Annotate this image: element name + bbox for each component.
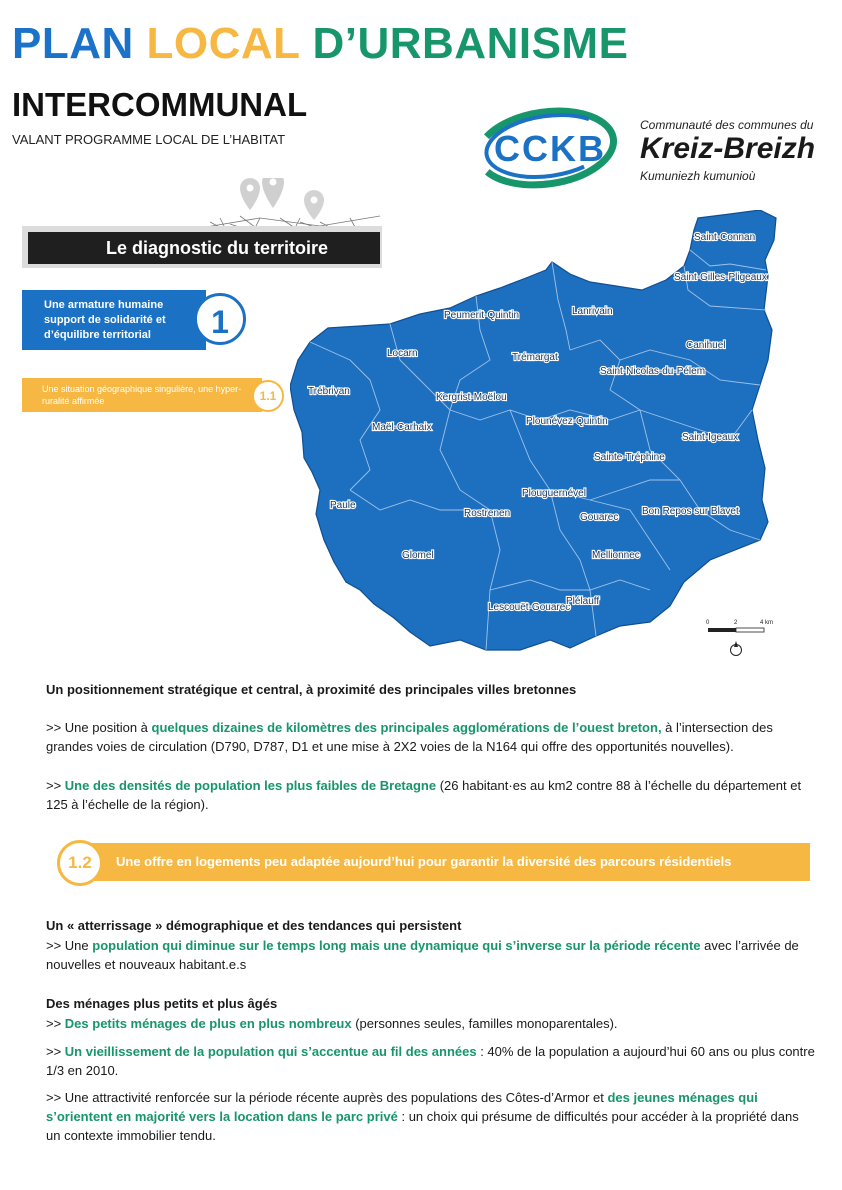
axis-1-box: Une armature humaine support de solidarité et d’équilibre territorial [22,290,206,350]
p2-rest: à l’intersection des grandes voies de circulation (D790, D787, D1 et une mise à 2X2 voies de la N164 qui offre des opportunités nouvelles). [46,720,773,754]
axis-1-number: 1 [194,293,246,345]
scale-label-0: 0 [706,620,710,626]
title-word-local: LOCAL [146,19,300,68]
p5-rest: (personnes seules, familles monoparentales). [351,1016,618,1031]
p1-heading: Un positionnement stratégique et central, à proximité des principales villes bretonnes [46,682,577,697]
commune-label: Locarn [387,348,418,359]
sub-1-1-number: 1.1 [252,380,284,412]
commune-label: Bon Repos sur Blavet [642,506,739,517]
p5-highlight: Des petits ménages de plus en plus nombreux [64,1016,352,1031]
p7-paragraph [46,1088,816,1145]
map-scale [706,620,773,632]
scale-label-2: 2 [734,620,738,626]
page-title [12,18,628,70]
commune-label: Peumerit-Quintin [444,310,520,321]
p5-prefix: >> [46,1016,65,1031]
territory-map [290,210,790,665]
commune-label: Glomel [402,550,434,561]
commune-label: Gouarec [580,512,619,523]
p4-rest: avec l’arrivée de nouvelles et nouveaux habitant.e.s [46,938,799,972]
diagnostic-banner-label: Le diagnostic du territoire [28,232,380,264]
commune-label: Trébrivan [308,386,350,397]
p3-prefix: >> [46,778,65,793]
logo-line1: Communauté des communes du [640,118,814,132]
commune-label: Canihuel [686,340,726,351]
north-arrow-icon [731,641,742,656]
commune-label: Plouguernével [522,488,586,499]
commune-label: Saint-Connan [694,232,756,243]
title-word-plan: PLAN [12,19,134,68]
commune-label: Saint-Igeaux [682,432,739,443]
commune-label: Kergrist-Moëlou [436,392,507,403]
p6-prefix: >> [46,1044,65,1059]
commune-label: Sainte-Tréphine [594,452,665,463]
p6-rest: : 40% de la population a aujourd’hui 60 ans ou plus contre 1/3 en 2010. [46,1044,815,1078]
sub-1-2-number: 1.2 [57,840,103,886]
scale-label-4: 4 km [760,620,774,626]
p4-prefix: >> Une [46,938,93,953]
commune-label: Plounévez-Quintin [526,416,608,427]
commune-label: Lanrivain [572,306,613,317]
commune-label: Saint-Nicolas-du-Pélem [600,366,706,377]
page-title-line2: INTERCOMMUNAL [12,86,308,123]
commune-label: Lescouët-Gouarec [488,602,571,613]
p2-paragraph [46,718,816,756]
p7-rest: : un choix qui présume de difficultés pour accéder à la propriété dans un contexte immobilier tendu. [46,1109,799,1143]
page-subtitle: VALANT PROGRAMME LOCAL DE L’HABITAT [12,132,286,147]
title-word-urbanisme: D’URBANISME [312,19,629,68]
commune-label: Trémargat [512,352,558,363]
commune-label: Saint-Gilles-Pligeaux [674,272,767,283]
p4-paragraph [46,936,816,974]
p7-prefix: >> Une attractivité renforcée sur la période récente auprès des populations des Côtes-d’Armor et [46,1090,608,1105]
p5-heading: Des ménages plus petits et plus âgés [46,996,278,1011]
p7-highlight: des jeunes ménages qui s’orientent en majorité vers la location dans le parc privé [46,1090,758,1124]
logo-line2: Kreiz-Breizh [640,132,816,165]
p6-highlight: Un vieillissement de la population qui s’accentue au fil des années [64,1044,477,1059]
p2-prefix: >> Une position à [46,720,152,735]
commune-label: Rostrenen [464,508,511,519]
p6-paragraph [46,1042,816,1080]
commune-label: Plélauff [566,596,600,607]
commune-label: Paule [330,500,356,511]
p2-highlight: quelques dizaines de kilomètres des principales agglomérations de l’ouest breton, [151,720,662,735]
p3-paragraph [46,776,816,814]
commune-label: Maël-Carhaix [372,422,432,433]
cckb-logo-mark [476,100,626,192]
commune-label: Mellionnec [592,550,640,561]
p4-highlight: population qui diminue sur le temps long mais une dynamique qui s’inverse sur la période récente [92,938,701,953]
p3-rest: (26 habitant·es au km2 contre 88 à l’échelle du département et 125 à l’échelle de la région). [46,778,802,812]
p5-paragraph [46,1014,816,1033]
p4-heading: Un « atterrissage » démographique et des tendances qui persistent [46,918,462,933]
sub-1-2-banner: Une offre en logements peu adaptée aujourd’hui pour garantir la diversité des parcours résidentiels [76,843,810,881]
p3-highlight: Une des densités de population les plus faibles de Bretagne [64,778,437,793]
logo-line3: Kumuniezh kumunioù [640,169,756,183]
sub-1-1-box: Une situation géographique singulière, une hyper-ruralité affirmée [22,378,262,412]
logo-acronym: CCKB [494,128,606,169]
cckb-logo [476,100,836,192]
